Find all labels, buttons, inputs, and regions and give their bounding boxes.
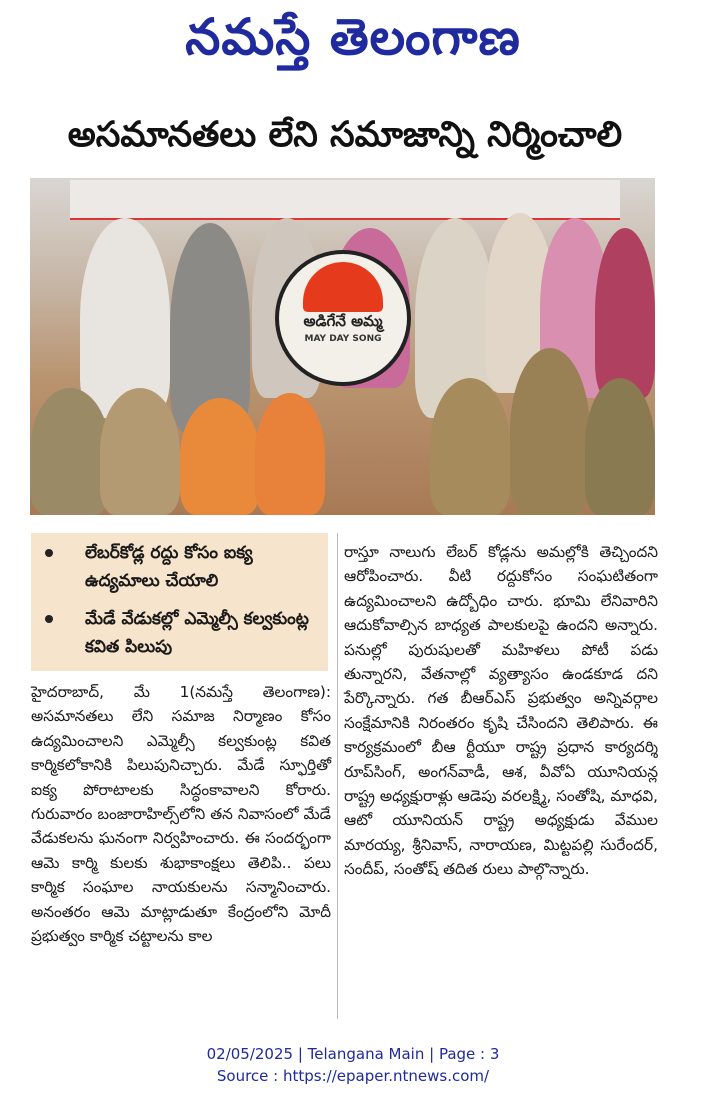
crowd-figure [585, 378, 655, 515]
highlight-text: మేడే వేడుకల్లో ఎమ్మెల్సీ కల్వకుంట్ల కవిత పిలుపు [85, 609, 309, 657]
page-footer [0, 1043, 706, 1087]
highlight-item [45, 605, 315, 661]
crowd-figure [100, 388, 180, 515]
crowd-figure [30, 388, 110, 515]
fist-emblem [303, 262, 383, 312]
article-paragraph: హైదరాబాద్, మే 1(నమస్తే తెలంగాణ): అసమానతలు లేని సమాజ నిర్మాణం కోసం ఉద్యమించాలని ఎమ్మెల్సీ కల్వకుంట్ల కవిత కార్మికలోకానికి పిలుపునిచ్చారు. మేడే స్ఫూర్తితో ఐక్య పోరాటాలకు సిద్ధంకావాలని కోరారు. గురువారం బంజారాహిల్స్‌లోని తన నివాసంలో మేడే వేడుకలను ఘనంగా నిర్వహించారు. ఈ సందర్భంగా ఆమె కార్మి కులకు శుభాకాంక్షలు తెలిపి.. పలు కార్మిక సంఘాల నాయకులను సన్మానించారు. అనంతరం ఆమె మాట్లాడుతూ కేంద్రంలోని మోదీ ప్రభుత్వం కార్మిక చట్టాలను కాల [31, 683, 331, 946]
article-paragraph: రాస్తూ నాలుగు లేబర్ కోడ్లను అమల్లోకి తెచ్చిందని ఆరోపించారు. వీటి రద్దుకోసం సంఘటితంగా ఉద్యమించాలని ఉద్బోధిం చారు. భూమి లేనివారిని ఆదుకోవాల్సిన బాధ్యత పాలకులపై ఉందని అన్నారు. పనుల్లో పురుషులతో మహిళలు పోటీ పడు తున్నారని, వేతనాల్లో వ్యత్యాసం ఉండకూడ దని పేర్కొన్నారు. గత బీఆర్‌ఎస్ ప్రభుత్వం అన్నివర్గాల సంక్షేమానికి నిరంతరం కృషి చేసిందని తెలిపారు. ఈ కార్యక్రమంలో బీఆ ర్టీయూ రాష్ట్ర ప్రధాన కార్యదర్శి రూప్‌సింగ్, అంగన్‌వాడీ, ఆశ, వీవోఏ యూనియన్ల రాష్ట్ర అధ్యక్షురాళ్లు ఆడెపు వరలక్ష్మి, సంతోషి, మాధవి, ఆటో యూనియన్ రాష్ట్ర అధ్యక్షుడు వేముల మారయ్య, శ్రీనివాస్, నారాయణ, మిట్టపల్లి సురేందర్, సందీప్, సంతోష్ తదిత రులు పాల్గొన్నారు. [344, 543, 658, 879]
masthead [0, 0, 706, 80]
edition-info: 02/05/2025 | Telangana Main | Page : 3 [206, 1045, 500, 1063]
may-day-song-poster [275, 250, 411, 386]
crowd-figure [80, 218, 170, 418]
highlight-text: లేబర్‌కోడ్ల రద్దు కోసం ఐక్య ఉద్యమాలు చేయాలి [85, 543, 253, 591]
backdrop-banner [70, 180, 620, 220]
crowd-figure [510, 348, 590, 515]
highlights-box [31, 533, 328, 671]
crowd-figure [595, 228, 655, 398]
bullet-icon [45, 549, 53, 557]
article-headline: అసమానతలు లేని సమాజాన్ని నిర్మించాలి [67, 115, 623, 155]
source-link[interactable]: Source : https://epaper.ntnews.com/ [216, 1067, 490, 1085]
highlight-item [45, 539, 315, 595]
article-column-right [344, 540, 658, 882]
crowd-figure [255, 393, 325, 515]
bullet-icon [45, 615, 53, 623]
poster-title: అడిగేనే అమ్మ [303, 312, 383, 330]
column-divider [337, 533, 338, 1019]
article-photo [30, 178, 655, 515]
crowd-figure [180, 398, 260, 515]
poster-subtitle: MAY DAY SONG [304, 334, 382, 344]
crowd-figure [430, 378, 510, 515]
newspaper-title: నమస్తే తెలంగాణ [185, 8, 521, 66]
article-column-left [31, 680, 331, 948]
